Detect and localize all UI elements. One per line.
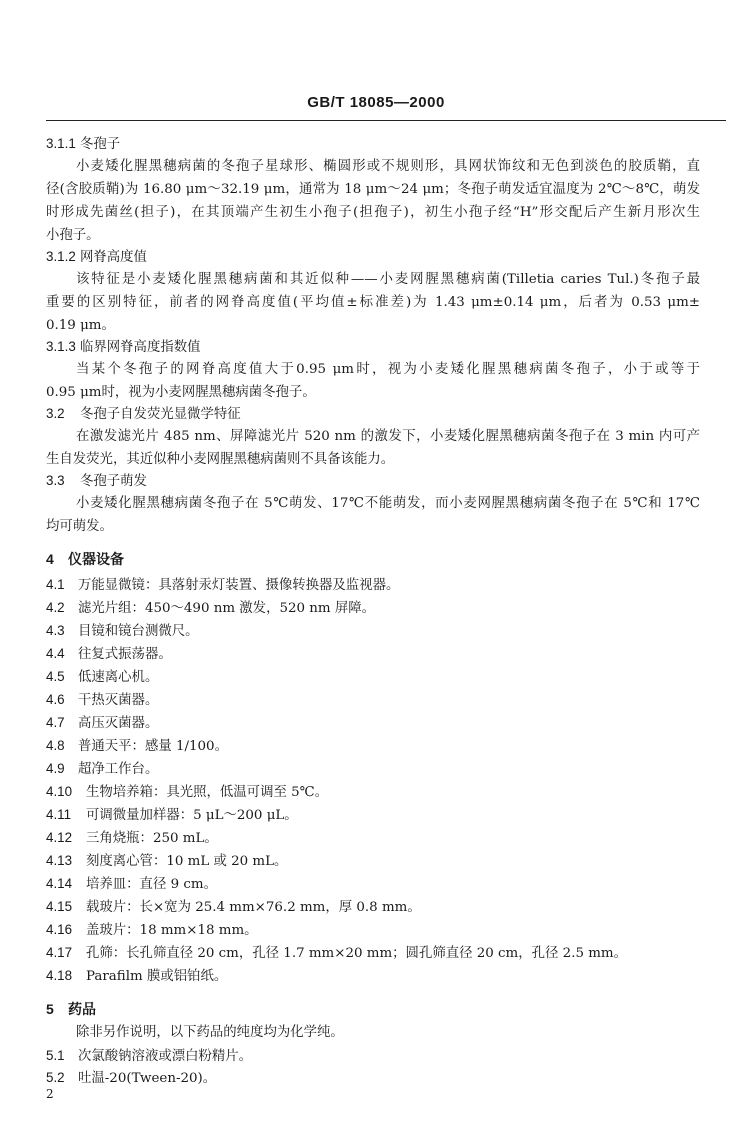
list-item: 4.4 往复式振荡器。 [46, 646, 172, 662]
section-heading-3-1-1 [46, 135, 120, 154]
list-item: 4.1 万能显微镜：具落射汞灯装置、摄像转换器及监视器。 [46, 577, 400, 593]
section-title: 冬孢子萌发 [80, 474, 147, 489]
chapter-heading-5 [46, 1000, 96, 1018]
paragraph-line: 径(含胶质鞘)为 16.80 μm～32.19 μm，通常为 18 μm～24 μm；冬孢子萌发适宜温度为 2℃～8℃，萌发 [46, 182, 700, 197]
section-heading-3-1-2 [46, 248, 147, 267]
chapter-heading-4 [46, 550, 124, 568]
page-number: 2 [46, 1087, 54, 1101]
chapter-number: 4 [46, 551, 54, 567]
list-item: 4.8 普通天平：感量 1/100。 [46, 738, 228, 754]
paragraph-line: 在激发滤光片 485 nm、屏障滤光片 520 nm 的激发下，小麦矮化腥黑穗病菌冬孢子在 3 min 内可产 [76, 429, 700, 444]
section-title: 冬孢子 [80, 137, 121, 152]
paragraph-line: 均可萌发。 [46, 519, 113, 534]
list-item: 4.2 滤光片组：450～490 nm 激发，520 nm 屏障。 [46, 600, 376, 616]
list-item: 4.6 干热灭菌器。 [46, 692, 159, 708]
list-item: 4.18 Parafilm 膜或铝铂纸。 [46, 968, 228, 984]
list-item: 4.14 培养皿：直径 9 cm。 [46, 876, 217, 892]
section-number: 3.1.1 [46, 136, 76, 151]
list-item: 4.16 盖玻片：18 mm×18 mm。 [46, 922, 258, 938]
section-number: 3.1.2 [46, 249, 76, 264]
header-rule [46, 120, 726, 121]
list-item: 4.13 刻度离心管：10 mL 或 20 mL。 [46, 853, 288, 869]
list-item: 4.17 孔筛：长孔筛直径 20 cm，孔径 1.7 mm×20 mm；圆孔筛直径 20 cm，孔径 2.5 mm。 [46, 945, 628, 961]
chapter-title: 仪器设备 [68, 551, 124, 567]
list-item: 5.1 次氯酸钠溶液或漂白粉精片。 [46, 1048, 253, 1064]
chapter-title: 药品 [68, 1001, 96, 1017]
paragraph-line: 当某个冬孢子的网脊高度值大于0.95 μm时，视为小麦矮化腥黑穗病菌冬孢子，小于或等于 [76, 362, 700, 377]
list-item: 4.15 载玻片：长×宽为 25.4 mm×76.2 mm，厚 0.8 mm。 [46, 899, 421, 915]
list-item: 5.2 吐温-20(Tween-20)。 [46, 1070, 217, 1086]
paragraph-line: 小孢子。 [46, 228, 100, 243]
section-title: 网脊高度值 [80, 250, 147, 265]
paragraph-line: 时形成先菌丝(担子)，在其顶端产生初生小孢子(担孢子)，初生小孢子经“H”形交配后产生新月形次生 [46, 205, 700, 220]
list-item: 4.3 目镜和镜台测微尺。 [46, 623, 199, 639]
list-item: 4.10 生物培养箱：具光照，低温可调至 5℃。 [46, 784, 329, 800]
standard-code-header: GB/T 18085—2000 [307, 94, 445, 111]
list-item: 4.12 三角烧瓶：250 mL。 [46, 830, 218, 846]
paragraph-line: 重要的区别特征，前者的网脊高度值(平均值±标准差)为 1.43 μm±0.14 μm，后者为 0.53 μm± [46, 295, 700, 310]
paragraph-line: 该特征是小麦矮化腥黑穗病菌和其近似种——小麦网腥黑穗病菌(Tilletia caries Tul.)冬孢子最 [76, 272, 700, 287]
section-heading-3-2 [46, 405, 241, 424]
paragraph-line: 0.19 μm。 [46, 318, 115, 333]
list-item: 4.7 高压灭菌器。 [46, 715, 159, 731]
section-title: 临界网脊高度指数值 [80, 340, 201, 355]
paragraph-line: 小麦矮化腥黑穗病菌冬孢子在 5℃萌发、17℃不能萌发，而小麦网腥黑穗病菌冬孢子在 5℃和 17℃ [76, 496, 700, 511]
section-number: 3.3 [46, 473, 65, 488]
chapter-number: 5 [46, 1001, 54, 1017]
list-item: 4.11 可调微量加样器：5 μL～200 μL。 [46, 807, 298, 823]
list-item: 4.5 低速离心机。 [46, 669, 159, 685]
section-number: 3.1.3 [46, 339, 76, 354]
section-heading-3-3 [46, 472, 147, 491]
paragraph-line: 除非另作说明，以下药品的纯度均为化学纯。 [76, 1025, 344, 1040]
section-number: 3.2 [46, 406, 65, 421]
paragraph-line: 生自发荧光，其近似种小麦网腥黑穗病菌则不具备该能力。 [46, 452, 395, 467]
paragraph-line: 0.95 μm时，视为小麦网腥黑穗病菌冬孢子。 [46, 385, 316, 400]
section-heading-3-1-3 [46, 338, 201, 357]
list-item: 4.9 超净工作台。 [46, 761, 159, 777]
section-title: 冬孢子自发荧光显微学特征 [80, 407, 241, 422]
paragraph-line: 小麦矮化腥黑穗病菌的冬孢子星球形、椭圆形或不规则形，具网状饰纹和无色到淡色的胶质鞘，直 [76, 159, 700, 174]
